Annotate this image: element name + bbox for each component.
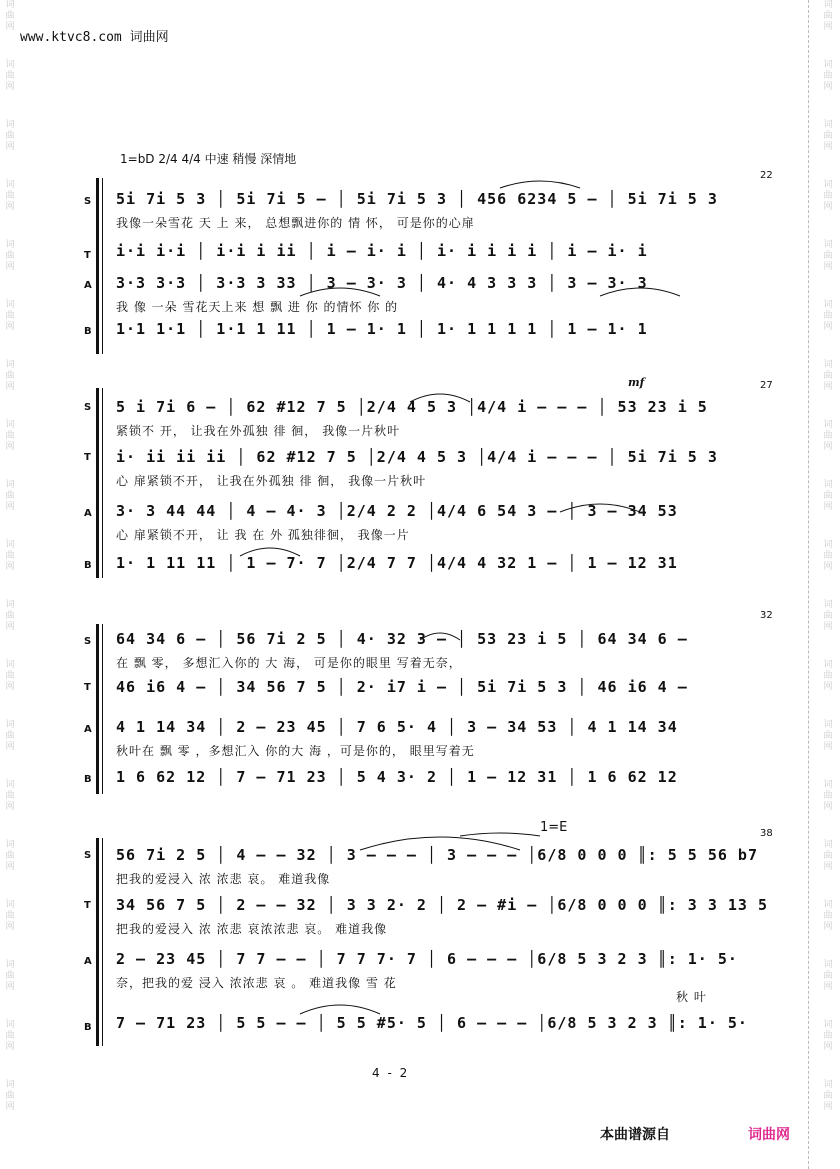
watermark-glyph: 词 曲 网 xyxy=(823,540,833,572)
measure-number: 22 xyxy=(760,170,773,181)
watermark-glyph: 词 曲 网 xyxy=(823,780,833,812)
voice-label-a: A xyxy=(84,724,92,735)
watermark-glyph: 词 曲 网 xyxy=(823,840,833,872)
footer-brand-link[interactable]: 词曲网 xyxy=(748,1127,790,1143)
watermark-glyph: 词 曲 网 xyxy=(823,1020,833,1052)
watermark-glyph: 词 曲 网 xyxy=(5,900,15,932)
watermark-glyph: 词 曲 网 xyxy=(5,180,15,212)
alto-notes: 3· 3 44 44 │ 4 – 4· 3 │2/4 2 2 │4/4 6 54 3 – │ 3 – 34 53 xyxy=(116,502,678,520)
soprano-notes: 64 34 6 – │ 56 7i 2 5 │ 4· 32 3 – │ 53 23 i 5 │ 64 34 6 – xyxy=(116,630,688,648)
key-change: 1=E xyxy=(540,820,568,835)
watermark-glyph: 词 曲 网 xyxy=(823,360,833,392)
alto-lyric: 奈，把我的爱 浸入 浓浓悲 哀 。 难道我像 雪 花 xyxy=(116,976,397,990)
tenor-lyric: 把我的爱浸入 浓 浓悲 哀浓浓悲 哀。 难道我像 xyxy=(116,922,388,936)
measure-number: 38 xyxy=(760,828,773,839)
soprano-notes: 56 7i 2 5 │ 4 – – 32 │ 3 – – – │ 3 – – – │6/8 0 0 0 ║: 5 5 56 b7 xyxy=(116,846,758,864)
watermark-glyph: 词 曲 网 xyxy=(823,720,833,752)
watermark-glyph: 词 曲 网 xyxy=(823,0,833,32)
bass-notes: 1·1 1·1 │ 1·1 1 11 │ 1 – 1· 1 │ 1· 1 1 1 1 │ 1 – 1· 1 xyxy=(116,320,648,338)
alto-notes: 3·3 3·3 │ 3·3 3 33 │ 3 – 3· 3 │ 4· 4 3 3 3 │ 3 – 3· 3 xyxy=(116,274,648,292)
watermark-glyph: 词 曲 网 xyxy=(823,300,833,332)
watermark-glyph: 词 曲 网 xyxy=(823,600,833,632)
watermark-glyph: 词 曲 网 xyxy=(823,60,833,92)
watermark-glyph: 词 曲 网 xyxy=(823,660,833,692)
watermark-glyph: 词 曲 网 xyxy=(5,540,15,572)
watermark-glyph: 词 曲 网 xyxy=(823,900,833,932)
tenor-notes: i· ii ii ii │ 62 #12 7 5 │2/4 4 5 3 │4/4 i – – – │ 5i 7i 5 3 xyxy=(116,448,718,466)
soprano-notes: 5i 7i 5 3 │ 5i 7i 5 – │ 5i 7i 5 3 │ 456 6234 5 – │ 5i 7i 5 3 xyxy=(116,190,718,208)
voice-label-b: B xyxy=(84,774,92,785)
watermark-glyph: 词 曲 网 xyxy=(823,1080,833,1112)
key-signature: 1=bD 2/4 4/4 中速 稍慢 深情地 xyxy=(120,152,297,166)
measure-number: 27 xyxy=(760,380,773,391)
watermark-glyph: 词 曲 网 xyxy=(5,960,15,992)
voice-label-t: T xyxy=(84,452,91,463)
alto-lyric: 秋叶在 飘 零 ，多想汇入 你的大 海 ，可是你的， 眼里写着无 xyxy=(116,744,475,758)
watermark-glyph: 词 曲 网 xyxy=(5,780,15,812)
watermark-glyph: 词 曲 网 xyxy=(5,360,15,392)
soprano-lyric: 我像一朵雪花 天 上 来， 总想飘进你的 情 怀， 可是你的心扉 xyxy=(116,216,475,230)
bass-notes: 1· 1 11 11 │ 1 – 7· 7 │2/4 7 7 │4/4 4 32 1 – │ 1 – 12 31 xyxy=(116,554,678,572)
watermark-glyph: 词 曲 网 xyxy=(5,720,15,752)
measure-number: 32 xyxy=(760,610,773,621)
voice-label-t: T xyxy=(84,250,91,261)
voice-label-a: A xyxy=(84,280,92,291)
soprano-notes: 5 i 7i 6 – │ 62 #12 7 5 │2/4 4 5 3 │4/4 i – – – │ 53 23 i 5 xyxy=(116,398,708,416)
watermark-glyph: 词 曲 网 xyxy=(5,600,15,632)
voice-label-a: A xyxy=(84,508,92,519)
voice-label-b: B xyxy=(84,326,92,337)
voice-label-a: A xyxy=(84,956,92,967)
watermark-glyph: 词 曲 网 xyxy=(823,420,833,452)
site-header[interactable]: www.ktvc8.com 词曲网 xyxy=(20,30,169,45)
voice-label-s: S xyxy=(84,850,92,861)
voice-label-s: S xyxy=(84,636,92,647)
page-number: 4 - 2 xyxy=(372,1066,410,1080)
watermark-glyph: 词 曲 网 xyxy=(5,660,15,692)
voice-label-b: B xyxy=(84,1022,92,1033)
alto-notes: 2 – 23 45 │ 7 7 – – │ 7 7 7· 7 │ 6 – – – │6/8 5 3 2 3 ║: 1· 5· xyxy=(116,950,738,968)
tenor-notes: 34 56 7 5 │ 2 – – 32 │ 3 3 2· 2 │ 2 – #i – │6/8 0 0 0 ║: 3 3 13 5 xyxy=(116,896,768,914)
watermark-glyph: 词 曲 网 xyxy=(5,1020,15,1052)
watermark-glyph: 词 曲 网 xyxy=(823,120,833,152)
bass-notes: 7 – 71 23 │ 5 5 – – │ 5 5 #5· 5 │ 6 – – – │6/8 5 3 2 3 ║: 1· 5· xyxy=(116,1014,748,1032)
watermark-glyph: 词 曲 网 xyxy=(5,1080,15,1112)
watermark-glyph: 词 曲 网 xyxy=(5,0,15,32)
watermark-glyph: 词 曲 网 xyxy=(5,420,15,452)
watermark-glyph: 词 曲 网 xyxy=(823,180,833,212)
voice-label-b: B xyxy=(84,560,92,571)
tenor-notes: i·i i·i │ i·i i ii │ i – i· i │ i· i i i i │ i – i· i xyxy=(116,242,648,260)
watermark-glyph: 词 曲 网 xyxy=(5,60,15,92)
watermark-glyph: 词 曲 网 xyxy=(823,960,833,992)
soprano-lyric: 把我的爱浸入 浓 浓悲 哀。 难道我像 xyxy=(116,872,331,886)
watermark-glyph: 词 曲 网 xyxy=(5,840,15,872)
tenor-lyric: 心 扉紧锁不开， 让我在外孤独 徘 徊， 我像一片秋叶 xyxy=(116,474,427,488)
watermark-glyph: 词 曲 网 xyxy=(823,480,833,512)
watermark-glyph: 词 曲 网 xyxy=(823,240,833,272)
soprano-lyric: 在 飘 零， 多想汇入你的 大 海， 可是你的眼里 写着无奈， xyxy=(116,656,462,670)
alto-lyric: 心 扉紧锁不开， 让 我 在 外 孤独徘徊， 我像一片 xyxy=(116,528,410,542)
watermark-glyph: 词 曲 网 xyxy=(5,240,15,272)
watermark-glyph: 词 曲 网 xyxy=(5,120,15,152)
bass-notes: 1 6 62 12 │ 7 – 71 23 │ 5 4 3· 2 │ 1 – 12 31 │ 1 6 62 12 xyxy=(116,768,678,786)
dynamic-mark: mf xyxy=(628,376,645,389)
voice-label-t: T xyxy=(84,682,91,693)
voice-label-t: T xyxy=(84,900,91,911)
watermark-glyph: 词 曲 网 xyxy=(5,480,15,512)
alto-lyric-2: 秋 叶 xyxy=(676,990,707,1004)
tenor-notes: 46 i6 4 – │ 34 56 7 5 │ 2· i7 i – │ 5i 7i 5 3 │ 46 i6 4 – xyxy=(116,678,688,696)
alto-lyric: 我 像 一朵 雪花天上来 想 飘 进 你 的情怀 你 的 xyxy=(116,300,399,314)
footer-source-label: 本曲谱源自 xyxy=(600,1127,670,1143)
soprano-lyric: 紧锁不 开， 让我在外孤独 徘 徊， 我像一片秋叶 xyxy=(116,424,401,438)
alto-notes: 4 1 14 34 │ 2 – 23 45 │ 7 6 5· 4 │ 3 – 34 53 │ 4 1 14 34 xyxy=(116,718,678,736)
voice-label-s: S xyxy=(84,402,92,413)
voice-label-s: S xyxy=(84,196,92,207)
watermark-glyph: 词 曲 网 xyxy=(5,300,15,332)
